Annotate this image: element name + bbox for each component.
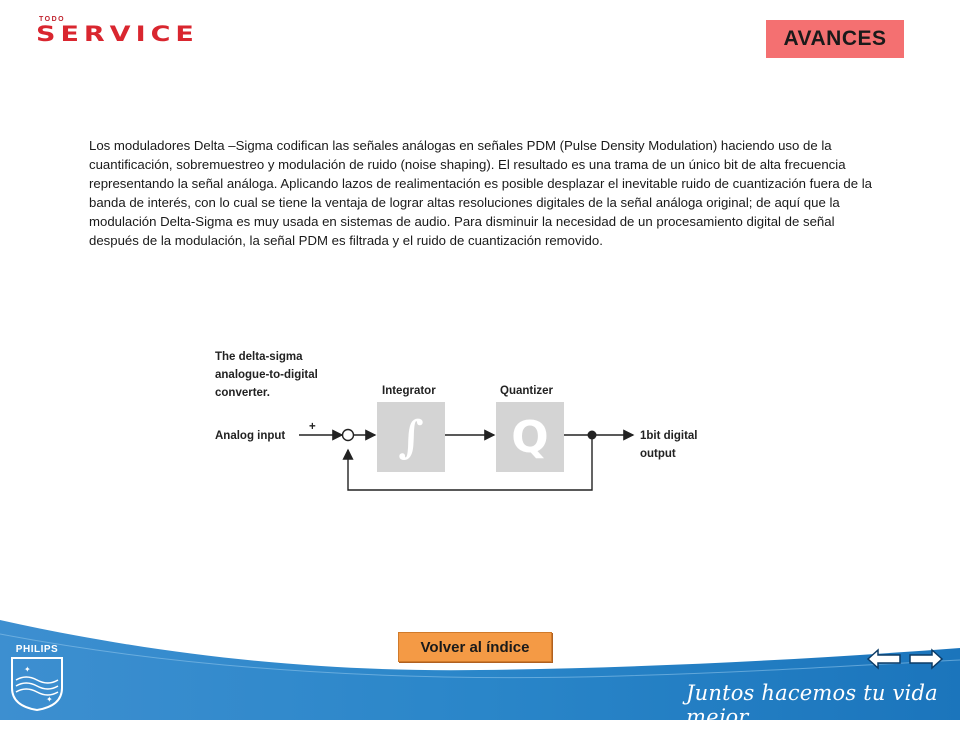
logo-brand-text: SERVICE: [36, 22, 199, 47]
integrator-label: Integrator: [382, 385, 436, 397]
quantizer-label: Quantizer: [500, 385, 554, 397]
output-label-line1: 1bit digital: [640, 430, 698, 442]
section-badge: AVANCES: [766, 20, 904, 58]
philips-logo: [8, 640, 70, 712]
diagram-caption-line3: converter.: [215, 387, 270, 399]
output-node: [588, 431, 597, 440]
todo-service-logo: [36, 16, 206, 50]
analog-input-label: Analog input: [215, 430, 286, 442]
back-to-index-button[interactable]: Volver al índice: [398, 632, 552, 662]
next-arrow-icon[interactable]: [908, 647, 944, 671]
diagram-caption-line2: analogue-to-digital: [215, 369, 318, 381]
delta-sigma-diagram: [205, 340, 725, 500]
summing-junction: [343, 430, 354, 441]
previous-arrow-icon[interactable]: [866, 647, 902, 671]
plus-sign: +: [309, 421, 316, 433]
body-paragraph: Los moduladores Delta –Sigma codifican las señales análogas en señales PDM (Pulse Density Modulation) haciendo uso de la cuantificación, sobremuestreo y modulación de ruido (noise shaping). El resultado es una trama de un único bit de alta frecuencia representando la señal análoga. Aplicando lazos de realimentación es posible desplazar el inevitable ruido de cuantización fuera de la banda de interés, con lo cual se tiene la ventaja de lograr altas resoluciones digitales de la señal análoga original; de aquí que la modulación Delta-Sigma es muy usada en sistemas de audio. Para disminuir la necesidad de un procesamiento digital de señal después de la modulación, la señal PDM es filtrada y el ruido de cuantización removido.: [89, 138, 872, 248]
footer-slogan: Juntos hacemos tu vida mejor: [686, 681, 938, 729]
logo-small-text: TODO: [39, 16, 66, 23]
integral-symbol: ∫: [398, 412, 424, 463]
svg-text:✦: ✦: [46, 695, 53, 704]
philips-wordmark: PHILIPS: [15, 644, 59, 655]
diagram-caption-line1: The delta-sigma: [215, 351, 303, 363]
quantizer-symbol: Q: [511, 412, 549, 463]
output-label-line2: output: [640, 448, 676, 460]
svg-text:✦: ✦: [24, 665, 31, 674]
